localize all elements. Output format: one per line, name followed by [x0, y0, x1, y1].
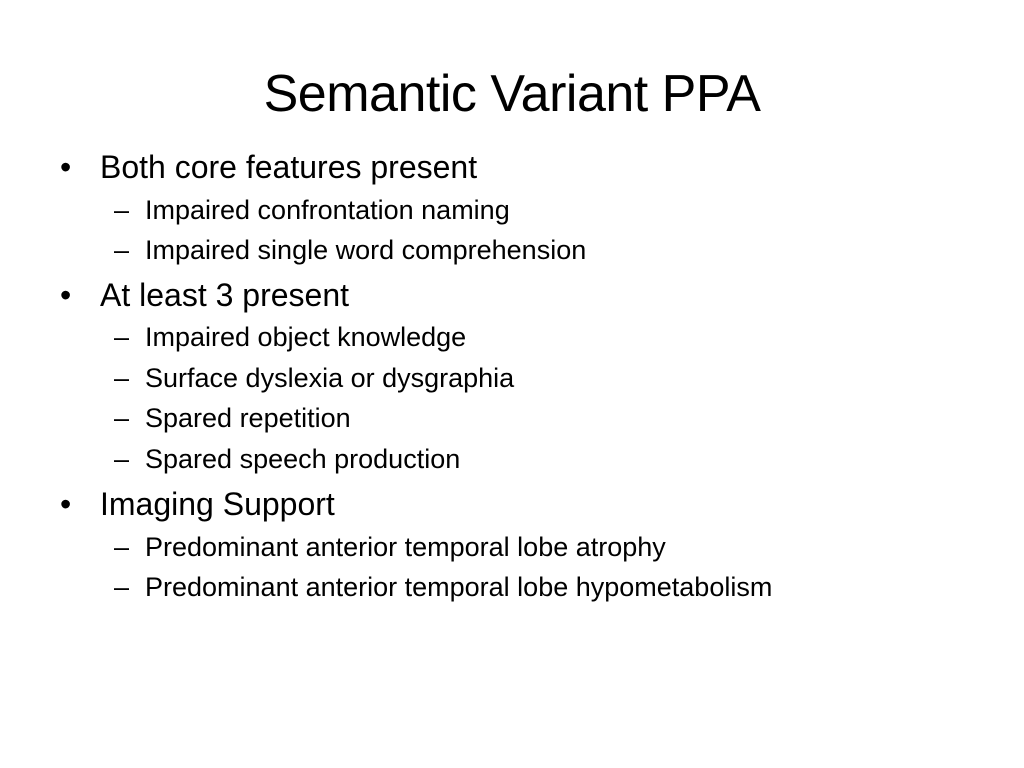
- sub-bullet-text: Spared speech production: [145, 444, 461, 474]
- sub-bullet-text: Impaired single word comprehension: [145, 235, 587, 265]
- dash-marker: –: [114, 532, 130, 562]
- slide-title: Semantic Variant PPA: [263, 65, 761, 123]
- bullet-item: [60, 484, 335, 524]
- sub-bullet-item: [114, 401, 351, 435]
- dash-marker: –: [114, 322, 130, 352]
- sub-bullet-text: Predominant anterior temporal lobe atrophy: [145, 532, 666, 562]
- sub-bullet-text: Predominant anterior temporal lobe hypometabolism: [145, 572, 773, 602]
- bullet-text: At least 3 present: [100, 277, 350, 313]
- bullet-text: Both core features present: [100, 149, 478, 185]
- sub-bullet-text: Surface dyslexia or dysgraphia: [145, 363, 515, 393]
- sub-bullet-text: Impaired object knowledge: [145, 322, 467, 352]
- bullet-marker: •: [60, 277, 72, 313]
- dash-marker: –: [114, 444, 130, 474]
- sub-bullet-item: [114, 361, 514, 395]
- bullet-item: [60, 275, 349, 315]
- dash-marker: –: [114, 572, 130, 602]
- dash-marker: –: [114, 363, 130, 393]
- bullet-marker: •: [60, 486, 72, 522]
- bullet-text: Imaging Support: [100, 486, 335, 522]
- dash-marker: –: [114, 195, 130, 225]
- dash-marker: –: [114, 403, 130, 433]
- sub-bullet-item: [114, 193, 510, 227]
- sub-bullet-item: [114, 442, 460, 476]
- dash-marker: –: [114, 235, 130, 265]
- sub-bullet-item: [114, 320, 466, 354]
- sub-bullet-item: [114, 233, 586, 267]
- bullet-item: [60, 147, 477, 187]
- sub-bullet-text: Impaired confrontation naming: [145, 195, 510, 225]
- bullet-marker: •: [60, 149, 72, 185]
- sub-bullet-item: [114, 530, 666, 564]
- sub-bullet-item: [114, 570, 772, 604]
- slide-content: [60, 0, 980, 768]
- sub-bullet-text: Spared repetition: [145, 403, 351, 433]
